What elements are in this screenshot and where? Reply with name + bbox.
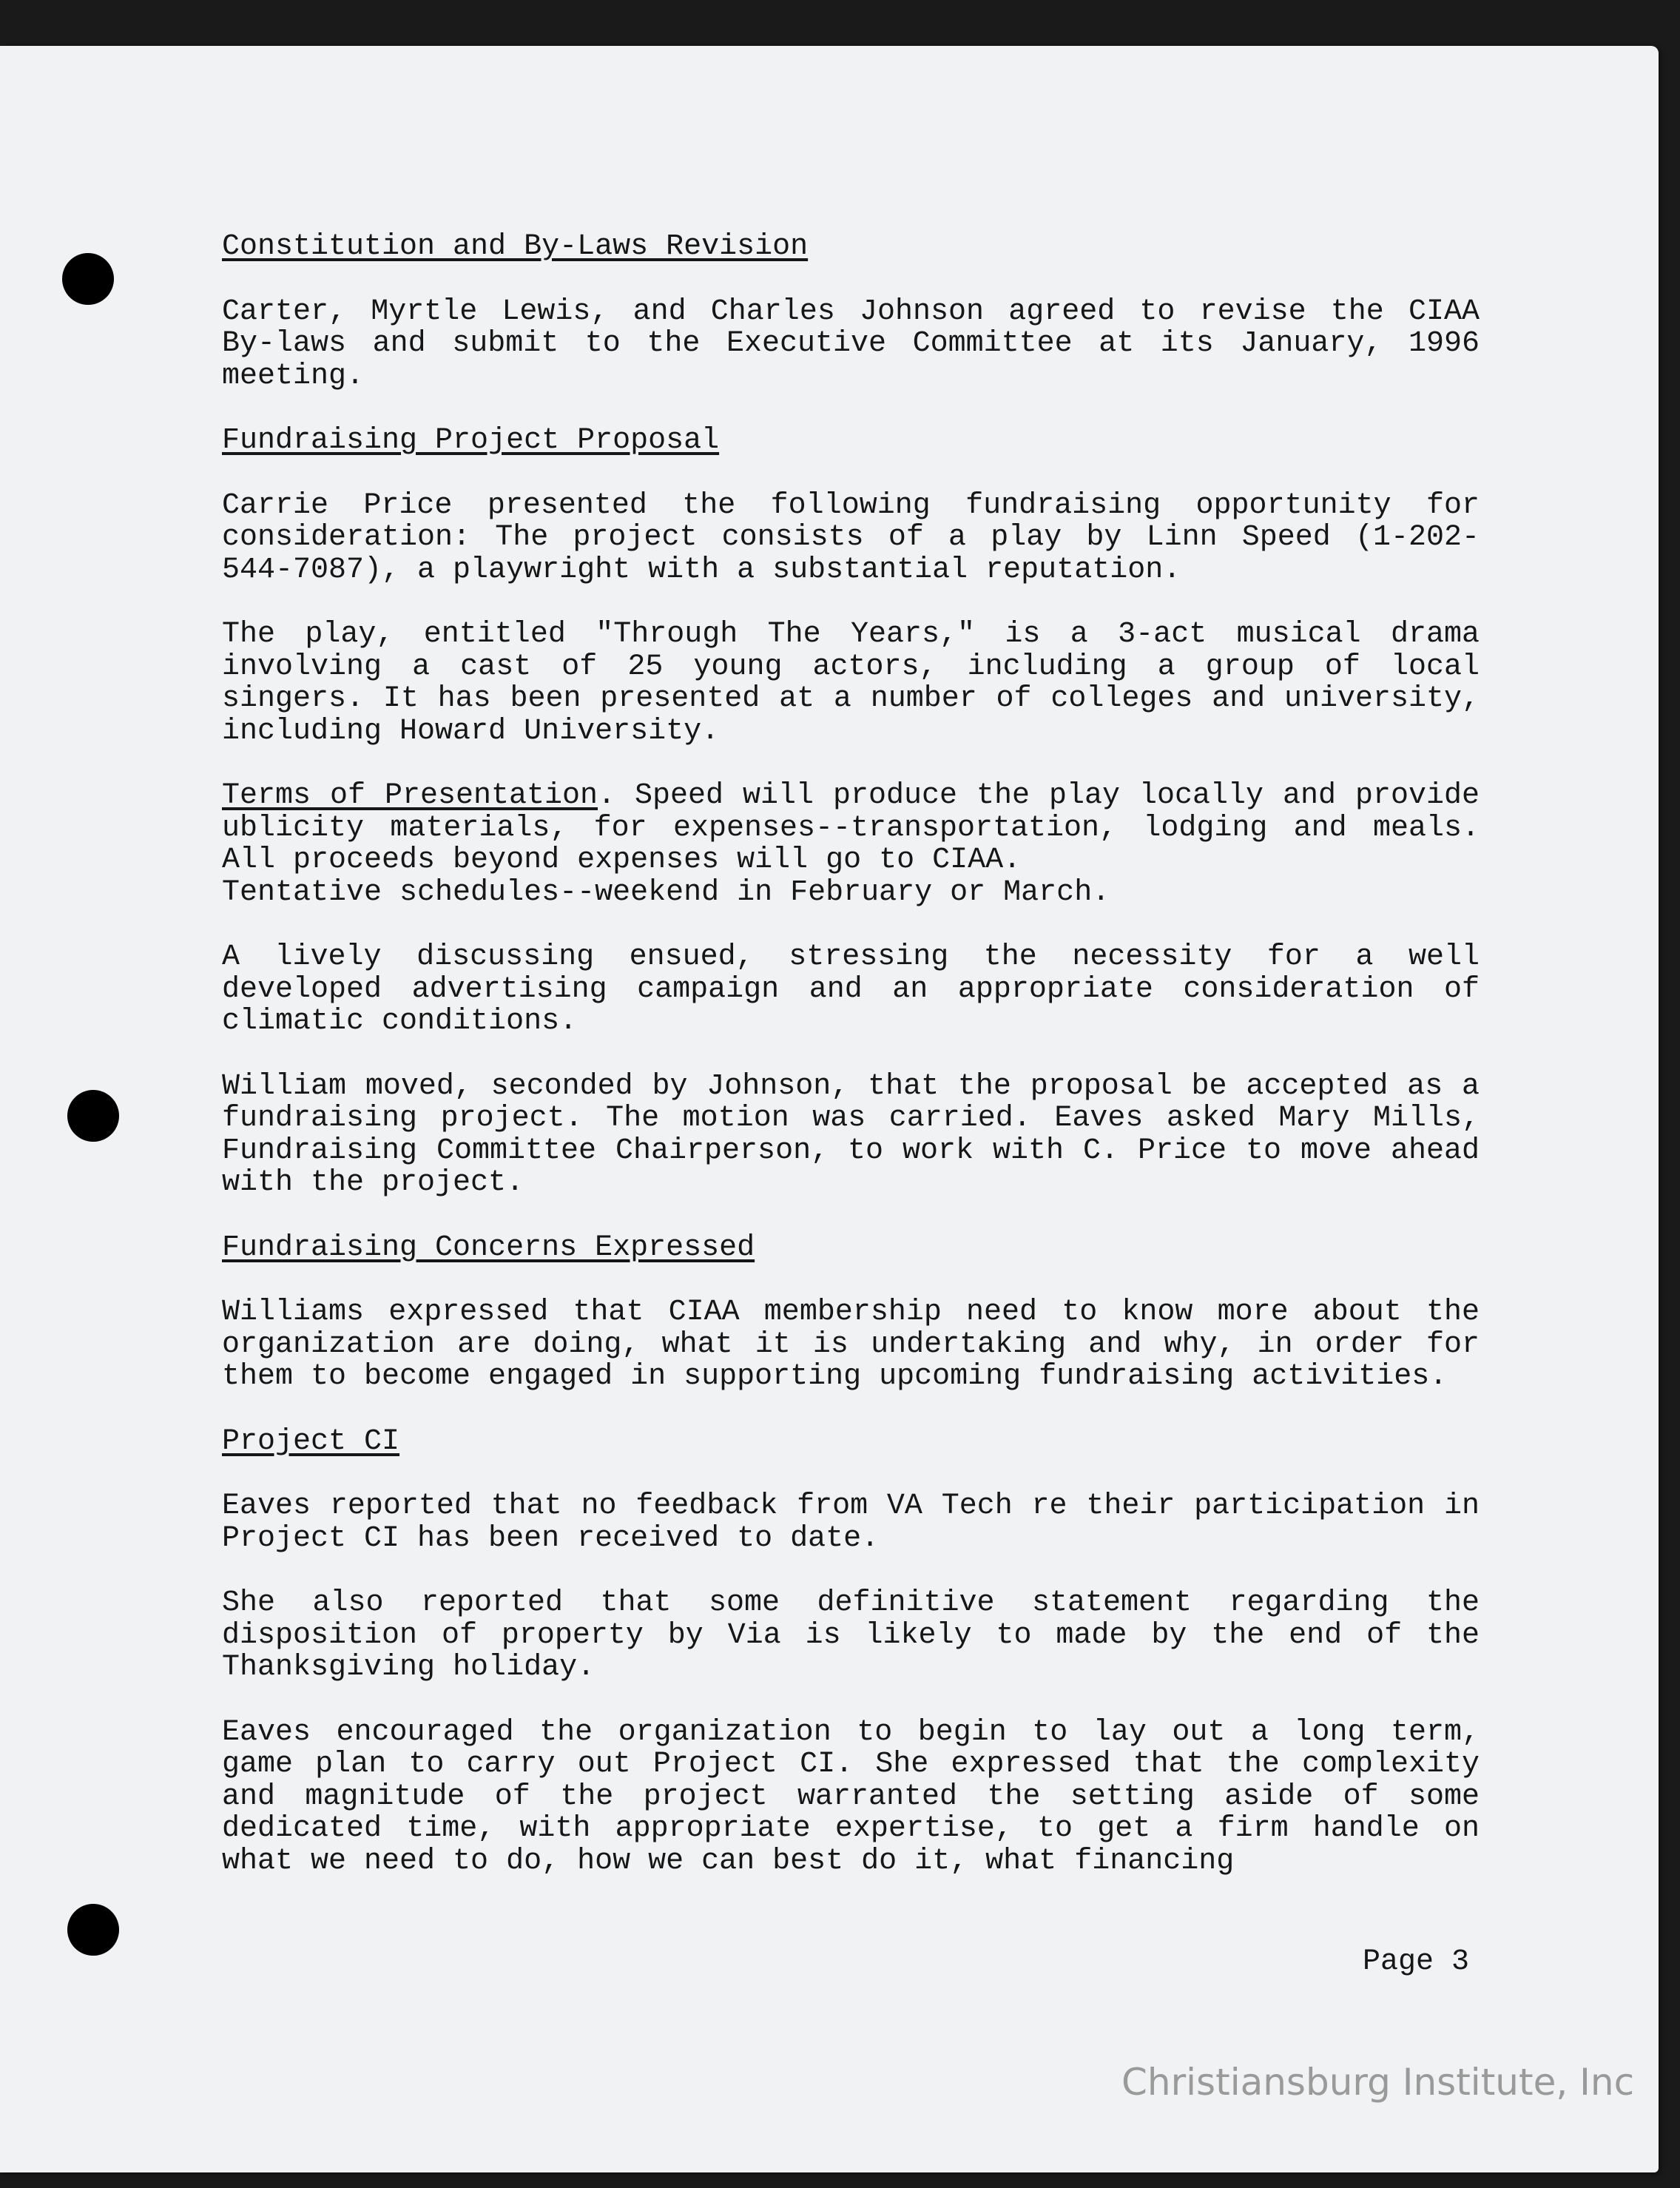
paragraph-property: She also reported that some definitive statement regarding the disposition of property by Via is likely to made by the end of the Thanksgiving holiday. (222, 1586, 1480, 1684)
paragraph-play-description: The play, entitled "Through The Years," is a 3-act musical drama involving a cast of 25 young actors, including a group of local singers. It has been presented at a number of colleges and university, including Howard University. (222, 618, 1480, 748)
paragraph-va-tech: Eaves reported that no feedback from VA Tech re their participation in Project CI has been received to date. (222, 1489, 1480, 1555)
paragraph-discussion: A lively discussing ensued, stressing the necessity for a well developed advertising campaign and an appropriate consideration of climatic conditions. (222, 940, 1480, 1038)
page-number: Page 3 (1363, 1945, 1470, 1979)
watermark: Christiansburg Institute, Inc (1121, 2061, 1635, 2104)
paragraph-bylaws: Carter, Myrtle Lewis, and Charles Johnson agreed to revise the CIAA By-laws and submit to the Executive Committee at its January, 1996 meeting. (222, 294, 1480, 393)
punch-hole-top (62, 253, 114, 305)
punch-hole-bottom (67, 1904, 119, 1956)
paragraph-concerns: Williams expressed that CIAA membership need to know more about the organization are doing, what it is undertaking and why, in order for them to become engaged in supporting upcoming fundraising activities. (222, 1296, 1480, 1393)
document-body (222, 231, 1480, 1877)
section-heading-fundraising-proposal: Fundraising Project Proposal (222, 424, 720, 457)
paragraph-game-plan: Eaves encouraged the organization to begin to lay out a long term, game plan to carry out Project CI. She expressed that the complexity and magnitude of the project warranted the setting aside of some dedicated time, with appropriate expertise, to get a firm handle on what we need to do, how we can best do it, what financing (222, 1715, 1480, 1878)
terms-text: . Speed will produce the play locally and provide ublicity materials, for expenses--transportation, lodging and meals. All proceeds beyond expenses will go to CIAA. Tentative schedules--weekend in February or March. (222, 779, 1480, 909)
terms-label: Terms of Presentation (222, 779, 598, 812)
section-heading-bylaws: Constitution and By-Laws Revision (222, 230, 809, 263)
paragraph-motion: William moved, seconded by Johnson, that the proposal be accepted as a fundraising project. The motion was carried. Eaves asked Mary Mills, Fundraising Committee Chairperson, to work with C. Price to move ahead with the project. (222, 1069, 1480, 1199)
section-heading-fundraising-concerns: Fundraising Concerns Expressed (222, 1231, 755, 1265)
paragraph-terms (222, 780, 1480, 909)
punch-hole-middle (67, 1090, 119, 1142)
section-heading-project-ci: Project CI (222, 1424, 400, 1458)
paragraph-proposal-intro: Carrie Price presented the following fundraising opportunity for consideration: The project consists of a play by Linn Speed (1-202-544-7087), a playwright with a substantial reputation. (222, 488, 1480, 587)
